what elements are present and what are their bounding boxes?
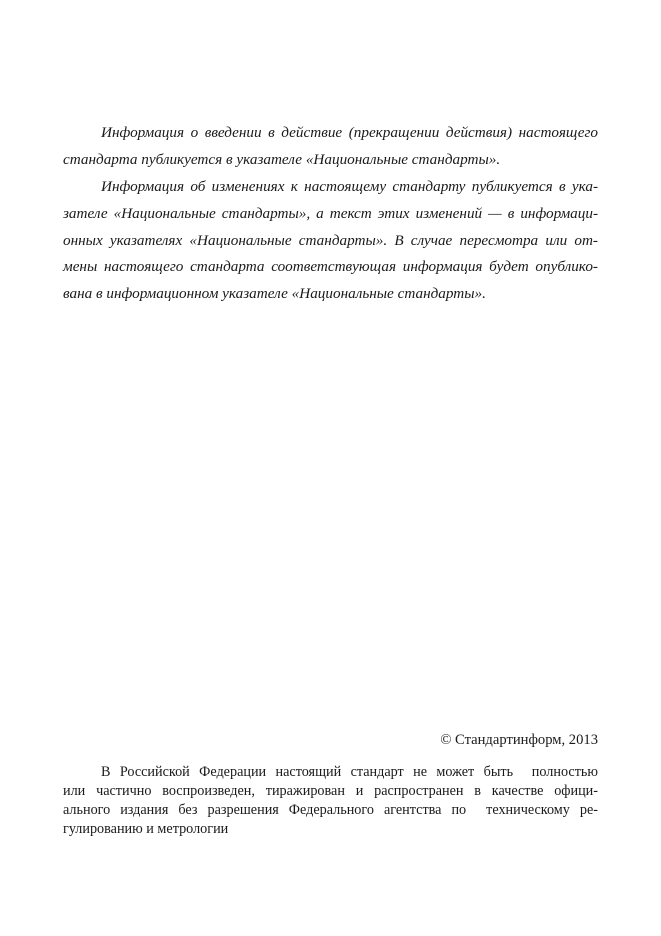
- notice-line: или частично воспроизведен, тиражирован и распространен в качестве офици-: [63, 783, 598, 799]
- copyright-line: © Стандартинформ, 2013: [440, 732, 598, 748]
- info-line: вана в информационном указателе «Национальные стандарты».: [63, 285, 486, 302]
- info-line: стандарта публикуется в указателе «Национальные стандарты».: [63, 151, 501, 168]
- info-line: Информация о введении в действие (прекращении действия) настоящего: [101, 124, 598, 141]
- notice-line: ального издания без разрешения Федерального агентства по техническому ре-: [63, 802, 598, 818]
- info-line: онных указателях «Национальные стандарты». В случае пересмотра или от-: [63, 232, 598, 249]
- notice-line: гулированию и метрологии: [63, 821, 229, 837]
- info-line: Информация об изменениях к настоящему стандарту публикуется в ука-: [101, 178, 598, 195]
- notice-line: В Российской Федерации настоящий стандарт не может быть полностью: [101, 764, 598, 780]
- info-line: зателе «Национальные стандарты», а текст этих изменений — в информаци-: [63, 205, 598, 222]
- info-line: мены настоящего стандарта соответствующая информация будет опублико-: [63, 258, 598, 275]
